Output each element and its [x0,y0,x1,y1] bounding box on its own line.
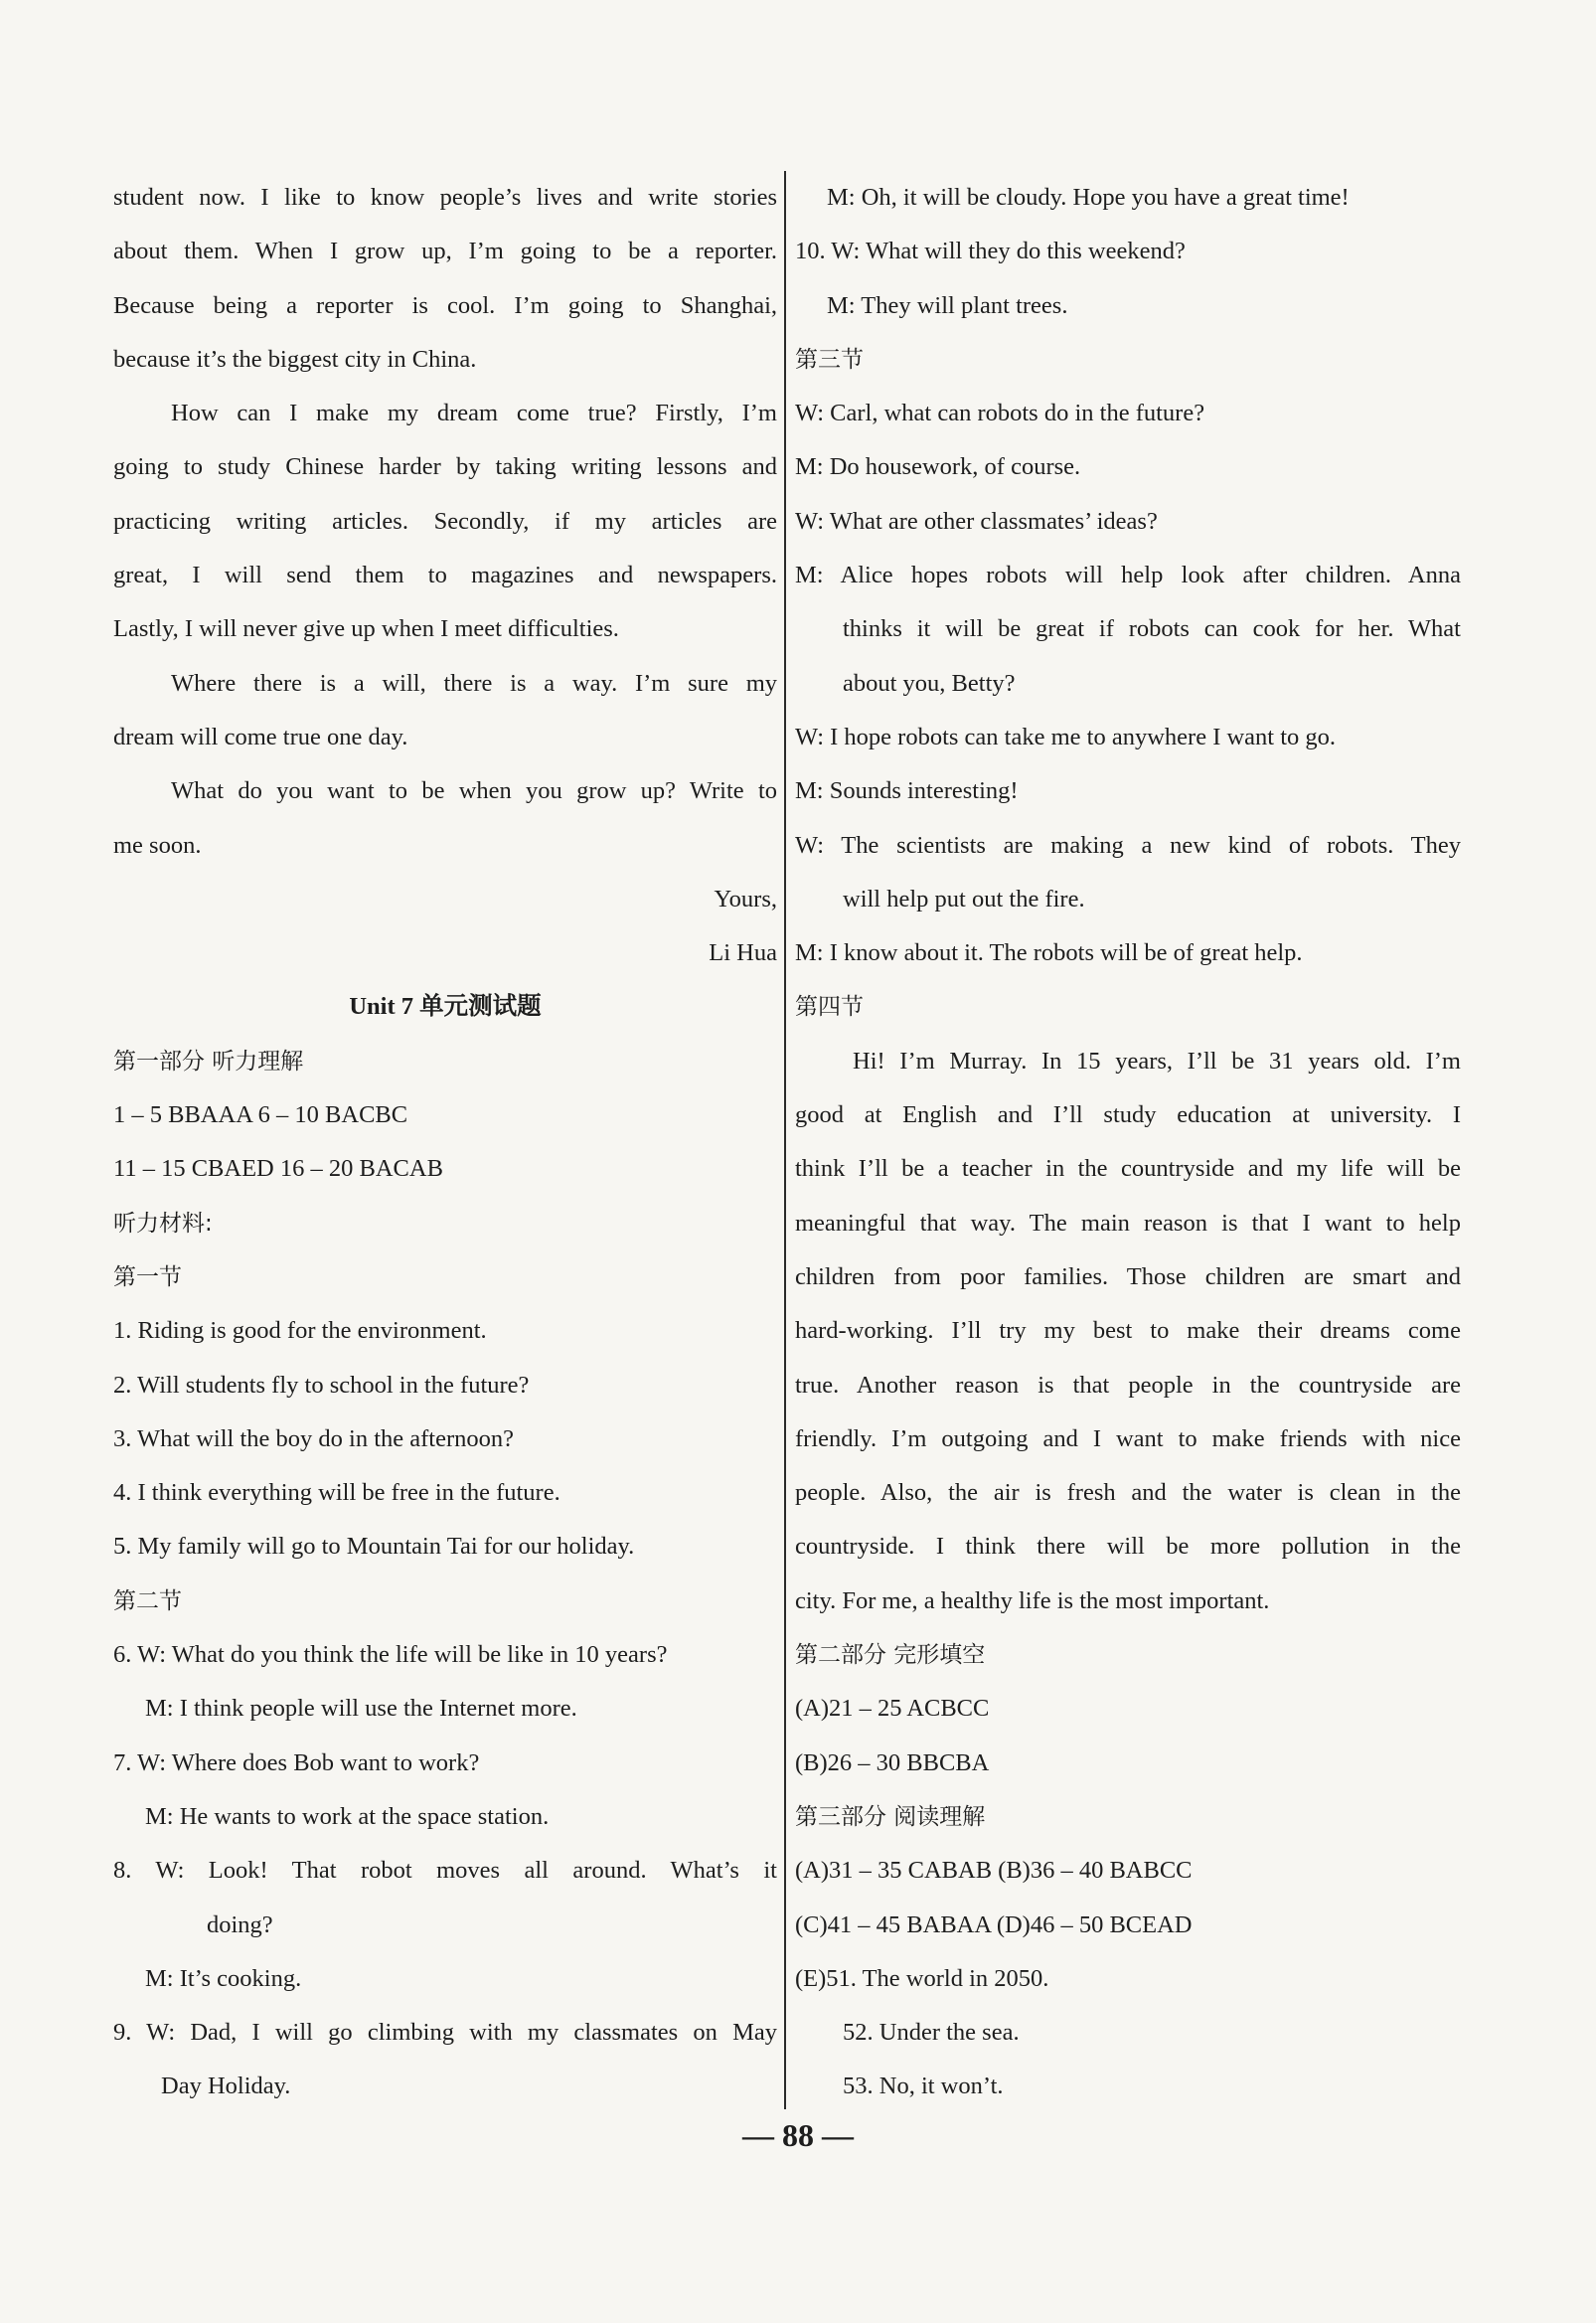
text-line: about you, Betty? [843,669,1016,697]
text-line: (A)31 – 35 CABAB (B)36 – 40 BABCC [795,1857,1193,1885]
text-line: hard-working. I’ll try my best to make their dreams come [795,1317,1461,1345]
text-line: practicing writing articles. Secondly, if my articles are [113,507,777,535]
text-line: W: Carl, what can robots do in the future? [795,400,1205,427]
text-line: Day Holiday. [161,2073,291,2100]
text-line: 11 – 15 CBAED 16 – 20 BACAB [113,1155,443,1183]
text-line: 第四节 [795,994,864,1021]
text-line: M: I know about it. The robots will be of great help. [795,939,1303,967]
text-line: M: I think people will use the Internet more. [145,1695,577,1723]
text-line: Because being a reporter is cool. I’m going to Shanghai, [113,291,777,319]
text-line: 6. W: What do you think the life will be like in 10 years? [113,1641,668,1669]
text-line: great, I will send them to magazines and newspapers. [113,562,777,589]
text-line: will help put out the fire. [843,885,1085,913]
text-line: Where there is a will, there is a way. I’m sure my [171,669,777,697]
text-line: 10. W: What will they do this weekend? [795,238,1186,265]
text-line: W: I hope robots can take me to anywhere I want to go. [795,723,1337,750]
text-line: going to study Chinese harder by taking writing lessons and [113,453,777,481]
text-line: (A)21 – 25 ACBCC [795,1695,990,1723]
text-line: city. For me, a healthy life is the most important. [795,1586,1270,1614]
page-number: — 88 — [742,2117,854,2153]
text-line: thinks it will be great if robots can cook for her. What [843,615,1461,643]
text-line: M: It’s cooking. [145,1964,302,1992]
text-line: 9. W: Dad, I will go climbing with my classmates on May [113,2019,777,2047]
text-line: W: The scientists are making a new kind of robots. They [795,831,1461,859]
text-line: about them. When I grow up, I’m going to be a reporter. [113,238,777,265]
text-line: 52. Under the sea. [843,2019,1020,2047]
text-line: M: Alice hopes robots will help look after children. Anna [795,562,1461,589]
text-line: 2. Will students fly to school in the future? [113,1371,530,1399]
text-line: 第三部分 阅读理解 [795,1803,986,1830]
text-line: M: Oh, it will be cloudy. Hope you have a great time! [827,184,1350,211]
text-line: (C)41 – 45 BABAA (D)46 – 50 BCEAD [795,1910,1193,1938]
text-line: (B)26 – 30 BBCBA [795,1748,990,1776]
text-line: M: He wants to work at the space station. [145,1802,550,1830]
text-line: M: They will plant trees. [827,291,1068,319]
text-line: 5. My family will go to Mountain Tai for our holiday. [113,1533,635,1561]
text-line: 53. No, it won’t. [843,2073,1004,2100]
text-line: (E)51. The world in 2050. [795,1964,1049,1992]
column-divider [784,171,786,2109]
text-line: meaningful that way. The main reason is that I want to help [795,1209,1461,1237]
text-line: Yours, [714,885,777,913]
text-line: dream will come true one day. [113,723,408,750]
text-line: M: Sounds interesting! [795,777,1019,805]
text-line: 第一节 [113,1263,182,1290]
text-line: 第一部分 听力理解 [113,1048,304,1075]
text-line: Li Hua [709,939,777,967]
text-line: children from poor families. Those children are smart and [795,1262,1461,1290]
text-line: 第三节 [795,346,864,373]
text-line: 4. I think everything will be free in the future. [113,1479,560,1507]
text-line: think I’ll be a teacher in the countryside and my life will be [795,1155,1461,1183]
text-line: Lastly, I will never give up when I meet difficulties. [113,615,619,643]
text-line: M: Do housework, of course. [795,453,1081,481]
text-line: 听力材料: [113,1210,213,1237]
text-line: What do you want to be when you grow up? Write to [171,777,777,805]
text-line: people. Also, the air is fresh and the water is clean in the [795,1479,1461,1507]
text-line: Unit 7 单元测试题 [349,993,542,1021]
text-line: 1. Riding is good for the environment. [113,1317,487,1345]
text-line: 3. What will the boy do in the afternoon? [113,1424,515,1452]
text-line: How can I make my dream come true? Firstly, I’m [171,400,777,427]
text-line: true. Another reason is that people in the countryside are [795,1371,1461,1399]
left-column [113,171,777,2114]
text-line: me soon. [113,831,202,859]
text-line: Hi! I’m Murray. In 15 years, I’ll be 31 years old. I’m [853,1047,1461,1075]
text-line: 7. W: Where does Bob want to work? [113,1748,480,1776]
text-line: 第二部分 完形填空 [795,1642,986,1669]
text-line: 第二节 [113,1587,182,1614]
text-line: friendly. I’m outgoing and I want to make friends with nice [795,1424,1461,1452]
right-column [795,171,1461,2114]
text-line: doing? [207,1910,273,1938]
text-line: 1 – 5 BBAAA 6 – 10 BACBC [113,1101,408,1129]
text-line: student now. I like to know people’s lives and write stories [113,184,777,211]
text-line: because it’s the biggest city in China. [113,345,477,373]
text-line: good at English and I’ll study education at university. I [795,1101,1461,1129]
text-line: W: What are other classmates’ ideas? [795,507,1158,535]
text-line: countryside. I think there will be more pollution in the [795,1533,1461,1561]
text-line: 8. W: Look! That robot moves all around. What’s it [113,1857,777,1885]
